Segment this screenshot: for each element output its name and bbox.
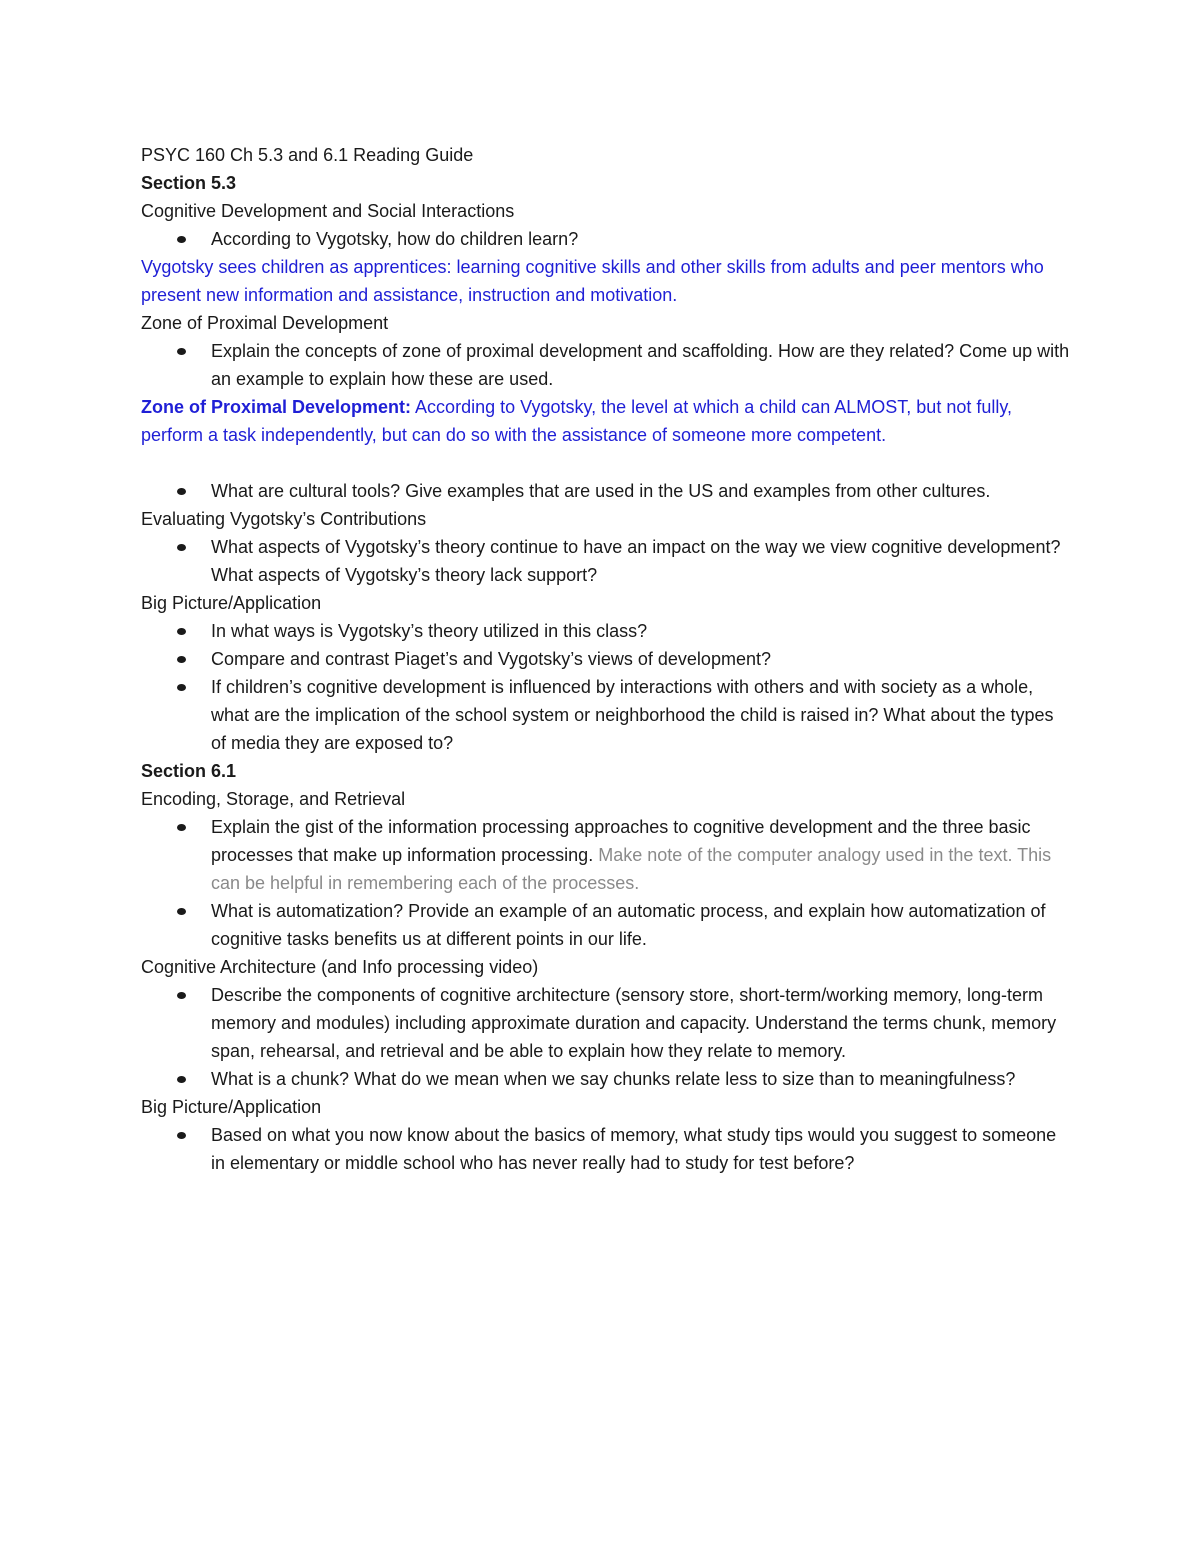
bullet-list <box>141 533 1071 589</box>
section-heading-5-3: Section 5.3 <box>141 173 237 193</box>
bullet-list <box>141 337 1071 393</box>
list-item: What is a chunk? What do we mean when we say chunks relate less to size than to meaningfulness? <box>211 1065 1071 1093</box>
bullet-icon <box>177 684 186 691</box>
bullet-icon <box>177 544 186 551</box>
bullet-icon <box>177 488 186 495</box>
list-item: If children’s cognitive development is influenced by interactions with others and with society as a whole, what are the implication of the school system or neighborhood the child is raised in? What about the types of media they are exposed to? <box>211 673 1071 757</box>
list-item: What is automatization? Provide an example of an automatic process, and explain how automatization of cognitive tasks benefits us at different points in our life. <box>211 897 1071 953</box>
subheading-cognitive-social: Cognitive Development and Social Interactions <box>141 201 515 221</box>
bullet-list <box>141 617 1071 757</box>
list-item: Based on what you now know about the basics of memory, what study tips would you suggest to someone in elementary or middle school who has never really had to study for test before? <box>211 1121 1071 1177</box>
bullet-icon <box>177 992 186 999</box>
bullet-list <box>141 225 1071 253</box>
list-item: Explain the gist of the information processing approaches to cognitive development and the three basic processes that make up information processing. Make note of the computer analogy used in the text. This can be helpful in remembering each of the processes. <box>211 813 1071 897</box>
document-title: PSYC 160 Ch 5.3 and 6.1 Reading Guide <box>141 145 474 165</box>
list-item: Compare and contrast Piaget’s and Vygotsky’s views of development? <box>211 645 1071 673</box>
subheading-zpd: Zone of Proximal Development <box>141 313 389 333</box>
bullet-icon <box>177 908 186 915</box>
bullet-list <box>141 1121 1071 1177</box>
bullet-icon <box>177 348 186 355</box>
list-item: According to Vygotsky, how do children learn? <box>211 225 1071 253</box>
answer-term: Zone of Proximal Development: <box>141 397 412 417</box>
bullet-icon <box>177 628 186 635</box>
subheading-encoding: Encoding, Storage, and Retrieval <box>141 789 406 809</box>
answer-text: Vygotsky sees children as apprentices: learning cognitive skills and other skills from adults and peer mentors who present new information and assistance, instruction and motivation. <box>141 257 1044 305</box>
bullet-icon <box>177 824 186 831</box>
bullet-icon <box>177 236 186 243</box>
note-text: Make note of the computer analogy used in the text. This can be helpful in remembering each of the processes. <box>211 845 1052 893</box>
bullet-icon <box>177 1076 186 1083</box>
list-item: What aspects of Vygotsky’s theory continue to have an impact on the way we view cognitive development? What aspects of Vygotsky’s theory lack support? <box>211 533 1071 589</box>
subheading-big-picture: Big Picture/Application <box>141 593 322 613</box>
blank-line <box>141 449 1071 477</box>
section-heading-6-1: Section 6.1 <box>141 761 237 781</box>
subheading-big-picture-2: Big Picture/Application <box>141 1097 322 1117</box>
subheading-architecture: Cognitive Architecture (and Info processing video) <box>141 957 539 977</box>
list-item: In what ways is Vygotsky’s theory utilized in this class? <box>211 617 1071 645</box>
answer-text <box>141 393 1071 449</box>
bullet-list <box>141 813 1071 953</box>
document-body <box>141 141 1071 1177</box>
list-item: Describe the components of cognitive architecture (sensory store, short-term/working memory, long-term memory and modules) including approximate duration and capacity. Understand the terms chunk, memory span, rehearsal, and retrieval and be able to explain how they relate to memory. <box>211 981 1071 1065</box>
list-item: What are cultural tools? Give examples that are used in the US and examples from other cultures. <box>211 477 1071 505</box>
bullet-icon <box>177 1132 186 1139</box>
bullet-list <box>141 477 1071 505</box>
bullet-icon <box>177 656 186 663</box>
list-item: Explain the concepts of zone of proximal development and scaffolding. How are they related? Come up with an example to explain how these are used. <box>211 337 1071 393</box>
answer-definition: According to Vygotsky, the level at which a child can ALMOST, but not fully, perform a task independently, but can do so with the assistance of someone more competent. <box>141 397 1013 445</box>
bullet-list <box>141 981 1071 1093</box>
subheading-evaluating: Evaluating Vygotsky’s Contributions <box>141 509 427 529</box>
